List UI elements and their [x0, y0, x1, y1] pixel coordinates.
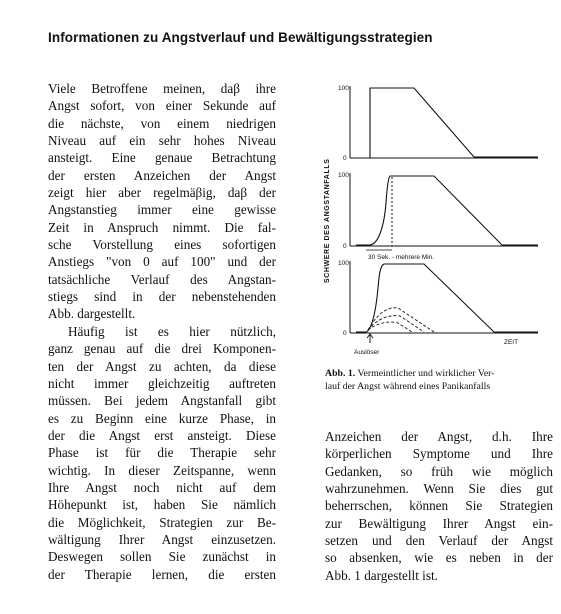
- panel-bottom-dashed-curve-3: [368, 322, 412, 332]
- y-axis-label: SCHWERE DES ANGSTANFALLS: [324, 158, 331, 283]
- text-line: müssen. Bei jedem Angstanfall gibt: [48, 393, 276, 409]
- text-line: zur Bewältigung Ihrer Angst ein-: [325, 515, 553, 531]
- text-line: so absenken, wie es neben in der: [325, 550, 553, 566]
- panel-top: [338, 85, 538, 162]
- text-line: körperlichen Symptome und Ihre: [325, 446, 553, 462]
- panel-bottom-max-label: 100: [338, 260, 349, 267]
- text-line: Deswegen sollen Sie zunächst in: [48, 549, 276, 565]
- text-line: nicht immer gleichzeitig auftreten: [48, 375, 276, 391]
- text-line: stiegs sind in der nebenstehenden: [48, 289, 276, 305]
- figure-svg: [312, 78, 558, 368]
- panel-middle-max-label: 100: [338, 172, 349, 179]
- caption-label: Abb. 1.: [325, 368, 356, 379]
- panel-top-max-label: 100: [338, 85, 349, 92]
- text-line: Gedanken, so früh wie möglich: [325, 463, 553, 479]
- text-line: wahrzunehmen. Wenn Sie dies gut: [325, 481, 553, 497]
- text-line: wichtig. In dieser Zeitspanne, wenn: [48, 462, 276, 478]
- anxiety-course-figure: [312, 78, 558, 368]
- x-axis-label: ZEIT: [504, 339, 519, 346]
- text-line: der ersten Anzeichen der Angst: [48, 167, 276, 183]
- caption-text: Vermeintlicher und wirklicher Ver-: [355, 368, 495, 379]
- text-line: Viele Betroffene meinen, daβ ihre: [48, 81, 276, 96]
- text-line: tatsächliche Verlauf des Angstan-: [48, 271, 276, 287]
- text-line: ten der Angst zu achten, da diese: [48, 358, 276, 374]
- text-line: es zu Beginn eine kurze Phase, in: [48, 410, 276, 426]
- text-line: Niveau auf ein sehr hohes Niveau: [48, 133, 276, 149]
- text-line: ganz genau auf die drei Komponen-: [48, 341, 276, 357]
- text-line: die Möglichkeit, Strategien zur Be-: [48, 514, 276, 530]
- text-line: wältigung Ihrer Angst einzusetzen.: [48, 531, 276, 547]
- trigger-arrow-icon: [367, 334, 373, 343]
- caption-text-line2: lauf der Angst während eines Panikanfalls: [325, 380, 491, 392]
- text-line: sche Vorstellung eines sofortigen: [48, 237, 276, 253]
- panel-bottom: [338, 260, 538, 356]
- text-line: Ihre Angst noch nicht auf dem: [48, 479, 276, 495]
- trigger-label: Auslöser: [354, 349, 380, 356]
- text-line: zeigt hier aber regelmäβig, daβ der: [48, 185, 276, 201]
- panel-top-curve: [354, 88, 538, 158]
- text-line: Höhepunkt ist, haben Sie nämlich: [48, 497, 276, 513]
- text-line: Angstanstieg immer eine gewisse: [48, 202, 276, 218]
- text-line: Abb. 1 dargestellt ist.: [325, 567, 438, 583]
- text-line: setzen und den Verlauf der Angst: [325, 533, 553, 549]
- figure-caption: [325, 368, 555, 393]
- text-line: Abb. dargestellt.: [48, 306, 136, 322]
- text-line: beherrschen, können Sie Strategien: [325, 498, 553, 514]
- text-line: ansteigt. Eine genaue Betrachtung: [48, 150, 276, 166]
- panel-middle-curve: [356, 176, 538, 245]
- text-line: Zeit in Anspruch nimmt. Die fal-: [48, 219, 276, 235]
- panel-bottom-curve: [356, 264, 538, 332]
- text-line: der Therapie lernen, die ersten: [48, 566, 276, 582]
- text-line: Häufig ist es hier nützlich,: [68, 323, 276, 339]
- section-heading: Informationen zu Angstverlauf und Bewältigungsstrategien: [48, 30, 433, 45]
- panel-bottom-min-label: 0: [343, 330, 347, 337]
- panel-bottom-dashed-curve-2: [368, 316, 424, 332]
- text-line: der die Angst erst ansteigt. Diese: [48, 427, 276, 443]
- panel-middle-min-label: 0: [343, 243, 347, 250]
- panel-middle-span-label: 30 Sek. - mehrere Min.: [368, 254, 435, 261]
- text-line: Angst sofort, von einer Sekunde auf: [48, 98, 276, 114]
- text-line: Anstiegs "von 0 auf 100" und der: [48, 254, 276, 270]
- text-line: Phase ist für die Therapie sehr: [48, 445, 276, 461]
- panel-middle: [338, 172, 538, 261]
- left-text-column: [48, 80, 276, 583]
- panel-top-min-label: 0: [343, 155, 347, 162]
- text-line: Anzeichen der Angst, d.h. Ihre: [325, 429, 553, 444]
- right-text-column: [325, 428, 553, 584]
- panel-bottom-dashed-curve-1: [368, 308, 434, 332]
- text-line: die nächste, von einem niedrigen: [48, 115, 276, 131]
